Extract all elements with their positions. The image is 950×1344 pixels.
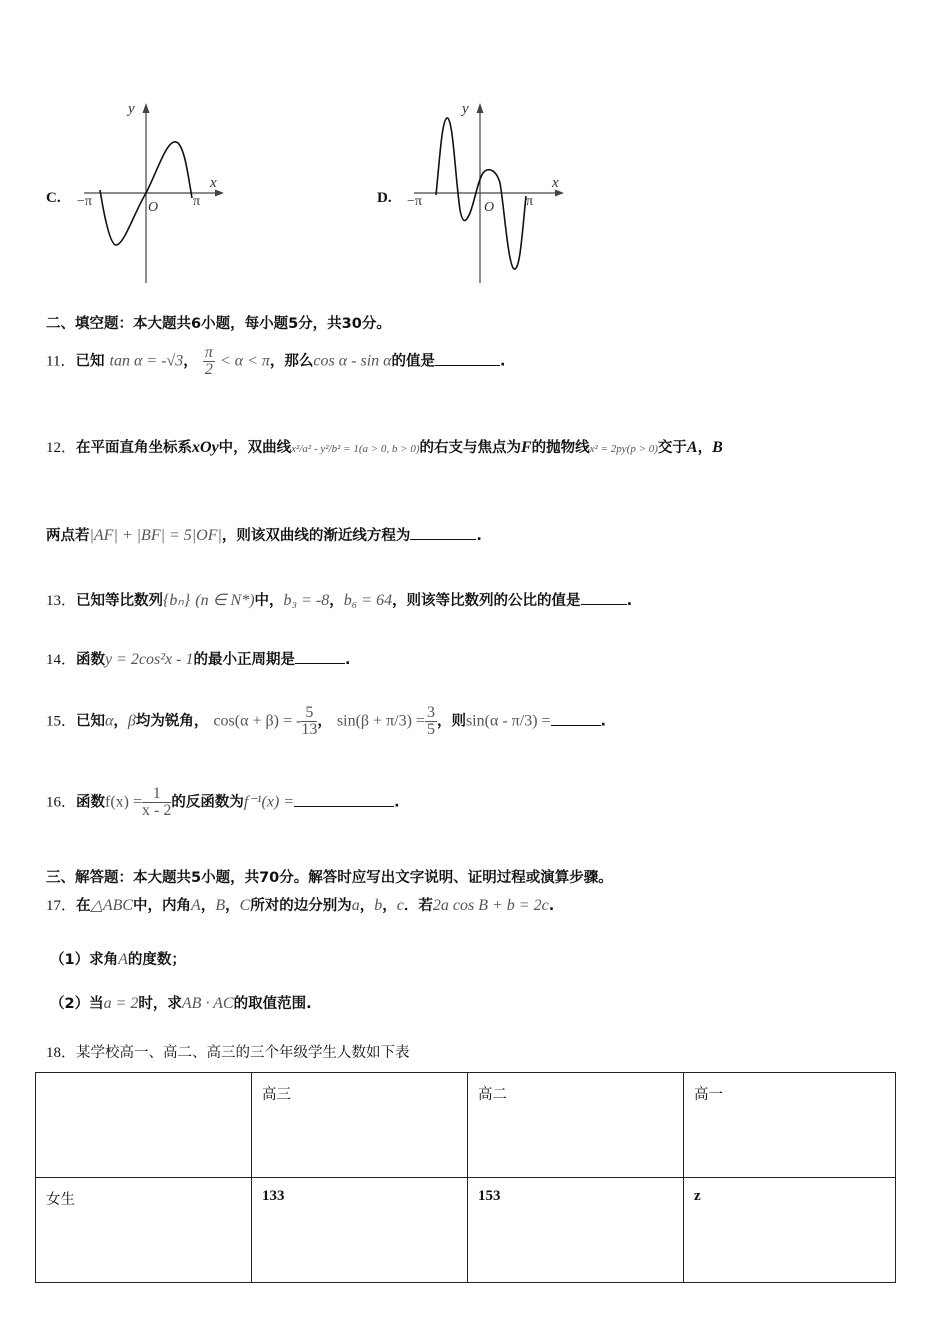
q12-mid1: 中，双曲线 [218, 440, 292, 456]
q15-pre: 已知 [76, 713, 106, 730]
table-cell: 153 [468, 1178, 684, 1283]
q14-answer-blank[interactable] [295, 651, 345, 664]
q12-condition: |AF| + |BF| = 5|OF| [89, 527, 222, 544]
q15-sep: ， [113, 713, 128, 730]
q17-end: . [548, 898, 555, 914]
q16-frac-den: x - 2 [142, 802, 172, 819]
q17-A: A [191, 897, 201, 914]
q16-inverse: f⁻¹(x) = [243, 793, 295, 811]
q12-answer-blank[interactable] [410, 527, 476, 540]
q11-end: . [500, 353, 506, 370]
d-x-axis-label: x [552, 175, 559, 191]
q16-func-lhs: f(x) = [105, 793, 143, 811]
question-13 [46, 589, 632, 610]
q17-b: b [374, 897, 383, 914]
c-x-axis-label: x [210, 175, 217, 191]
q16-post: 的反函数为 [171, 794, 244, 811]
q13-number: 13． [46, 593, 77, 609]
question-15 [46, 705, 606, 738]
q15-sep2: ， [317, 713, 332, 730]
q15-mid2: ，则 [436, 713, 466, 730]
q14-end: . [344, 652, 351, 668]
q16-answer-blank[interactable] [294, 794, 394, 807]
q12-A: A [686, 439, 698, 456]
q13-pre: 已知等比数列 [76, 593, 164, 609]
q17-part2-expr: AB · AC [181, 995, 234, 1012]
q12-B: B [712, 439, 723, 456]
q15-mid1: 均为锐角， [135, 713, 209, 730]
q17-number: 17． [46, 898, 77, 914]
q17-part1-var: A [118, 951, 128, 968]
c-pos-pi-label: π [193, 194, 201, 209]
q17-part1-post: 的度数； [127, 952, 186, 968]
table-cell: z [684, 1178, 896, 1283]
q12-parabola: x² = 2py(p > 0) [589, 443, 658, 455]
q15-number: 15． [46, 713, 77, 730]
q13-end: . [626, 593, 633, 609]
q12-line2-post: ，则该双曲线的渐近线方程为 [221, 528, 411, 544]
q11-tan: tan α = -√3 [109, 352, 184, 370]
q15-beta: β [127, 712, 136, 730]
q14-number: 14． [46, 652, 77, 668]
q15-target: sin(α - π/3) = [465, 712, 551, 730]
c-origin-label: O [148, 200, 159, 215]
q15-sin-expr: sin(β + π/3) = [336, 712, 425, 730]
q15-cos-expr: cos(α + β) = - [213, 712, 302, 730]
q11-number: 11． [46, 353, 76, 370]
section-2-heading: 二、填空题：本大题共6小题，每小题5分，共30分。 [46, 316, 391, 332]
q11-expr: cos α - sin α [313, 352, 392, 370]
table-header-row [36, 1073, 896, 1178]
q13-b6: b₆ = 64 [343, 592, 393, 609]
question-11 [46, 345, 506, 378]
q17-mid3: ．若 [403, 898, 433, 914]
q18-number: 18． [46, 1045, 77, 1061]
q11-fraction [203, 345, 215, 378]
q11-sep: ， [183, 353, 198, 370]
q16-end: . [394, 794, 400, 811]
q17-C: C [239, 897, 251, 914]
d-origin-label: O [484, 200, 495, 215]
table-cell: 女生 [36, 1178, 252, 1283]
q17-part2-mid: 时，求 [138, 996, 182, 1012]
q17-c: c [396, 897, 404, 914]
question-16 [46, 786, 400, 819]
q14-pre: 函数 [76, 652, 106, 668]
q17-part2-cond: a = 2 [103, 995, 139, 1012]
q15-cos-num: 5 [301, 705, 317, 722]
q16-frac-num: 1 [142, 786, 171, 803]
q17-part2-pre: （2）当 [50, 996, 104, 1012]
q12-end: . [476, 528, 482, 544]
q12-comma: ， [697, 440, 713, 456]
q16-number: 16． [46, 794, 77, 811]
table-header-cell: 高二 [468, 1073, 684, 1178]
q12-line2-pre: 两点若 [46, 528, 90, 544]
option-d-graph [400, 95, 575, 294]
grade-table [35, 1072, 896, 1283]
q11-range: < α < π [219, 352, 270, 370]
question-17: 17．在△ABC中，内角A，B，C所对的边分别为a，b，c．若2a cos B + b = 2c. [46, 897, 555, 914]
q11-post: 的值是 [391, 353, 436, 370]
q13-answer-blank[interactable] [581, 592, 627, 605]
question-14 [46, 648, 350, 669]
q13-mid1: 中， [254, 593, 284, 609]
q17-B: B [215, 897, 226, 914]
d-neg-pi-label: −π [407, 194, 422, 209]
q15-end: . [600, 713, 607, 730]
table-header-cell: 高一 [684, 1073, 896, 1178]
q15-cos-frac [301, 705, 317, 738]
q11-frac-num: π [204, 344, 213, 361]
q12-xoy: xOy [192, 439, 219, 456]
q15-cos-den: 13 [301, 721, 318, 738]
question-12-line2 [46, 524, 482, 545]
option-d-label: D. [377, 190, 392, 206]
q13-sequence: {bₙ} [163, 592, 191, 609]
q13-b3: b₃ = -8 [283, 592, 330, 609]
table-row [36, 1178, 896, 1283]
q17-mid2: 所对的边分别为 [250, 898, 352, 914]
q17-part-1 [50, 948, 186, 969]
section-3-heading: 三、解答题：本大题共5小题，共70分。解答时应写出文字说明、证明过程或演算步骤。 [46, 870, 613, 886]
q16-fraction [142, 786, 171, 819]
q12-F: F [521, 439, 532, 456]
q11-answer-blank[interactable] [435, 353, 500, 366]
q17-part1-pre: （1）求角 [50, 952, 119, 968]
table-header-cell: 高三 [252, 1073, 468, 1178]
q13-sep: ， [329, 593, 344, 609]
q17-mid1: 中，内角 [133, 898, 192, 914]
q18-text: 某学校高一、高二、高三的三个年级学生人数如下表 [76, 1045, 410, 1061]
q14-post: 的最小正周期是 [193, 652, 295, 668]
option-c-label: C. [46, 190, 61, 206]
q17-part2-post: 的取值范围. [233, 996, 312, 1012]
q13-condition: (n ∈ N*) [195, 592, 255, 609]
c-neg-pi-label: −π [77, 194, 92, 209]
q11-frac-den: 2 [204, 361, 213, 378]
question-18 [46, 1041, 410, 1062]
d-y-axis-label: y [462, 101, 469, 117]
q12-hyperbola: x²/a² - y²/b² = 1(a > 0, b > 0) [291, 443, 420, 455]
q15-alpha: α [105, 712, 114, 730]
q15-sin-num: 3 [426, 704, 435, 721]
q17-part-2 [50, 992, 312, 1013]
q16-pre: 函数 [76, 794, 106, 811]
d-pos-pi-label: π [526, 194, 534, 209]
table-header-cell [36, 1073, 252, 1178]
q17-pre: 在 [76, 898, 91, 914]
q13-post: ，则该等比数列的公比的值是 [392, 593, 581, 609]
table-cell: 133 [252, 1178, 468, 1283]
c-y-axis-label: y [128, 101, 135, 117]
q17-a: a [351, 897, 360, 914]
q11-mid: ，那么 [269, 353, 314, 370]
q12-pre: 在平面直角坐标系 [76, 440, 193, 456]
q15-sin-den: 5 [426, 721, 435, 738]
q11-pre: 已知 [75, 353, 105, 370]
q15-answer-blank[interactable] [551, 713, 601, 726]
q17-equation: 2a cos B + b = 2c [432, 897, 549, 914]
q12-number: 12． [46, 440, 77, 456]
question-12 [46, 436, 723, 457]
q12-mid3: 的抛物线 [531, 440, 590, 456]
q17-triangle: △ABC [90, 897, 134, 914]
q12-mid4: 交于 [657, 440, 687, 456]
q15-sin-frac [425, 705, 437, 738]
q12-mid2: 的右支与焦点为 [419, 440, 521, 456]
option-c-graph [70, 95, 240, 294]
q14-function: y = 2cos²x - 1 [105, 651, 194, 668]
